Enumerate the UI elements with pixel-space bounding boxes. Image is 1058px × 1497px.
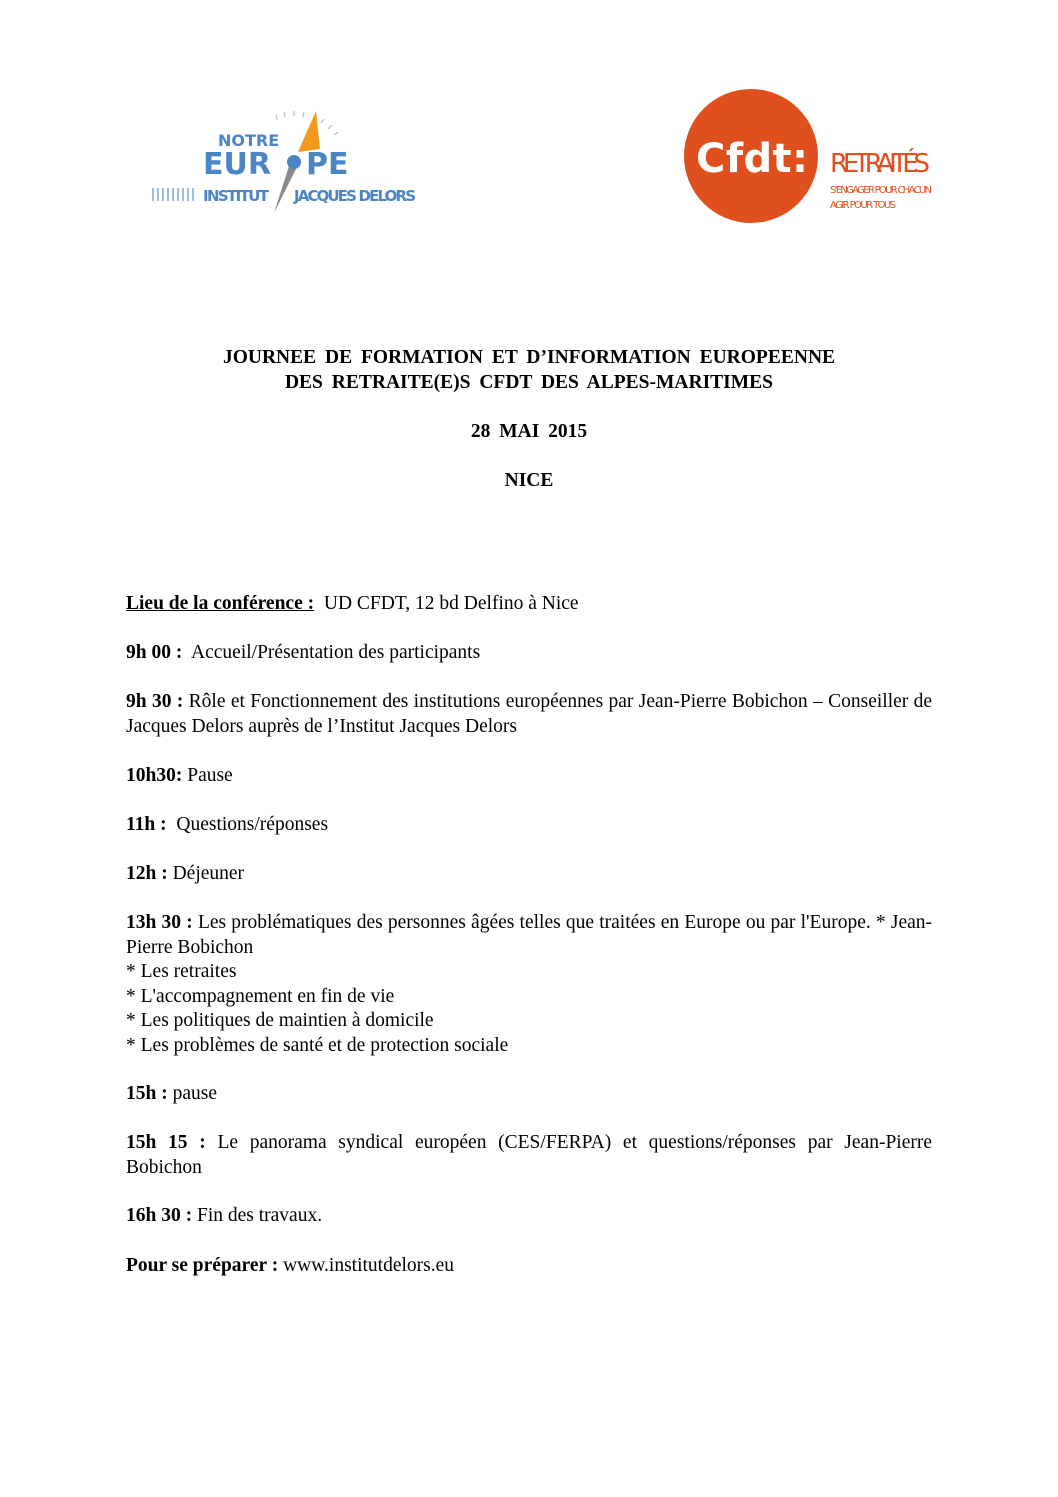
program-item	[126, 1082, 932, 1107]
program-item	[126, 911, 932, 1058]
bullet-item: * Les politiques de maintien à domicile	[126, 1010, 434, 1031]
item-time: 9h 00 :	[126, 642, 183, 663]
program-item	[126, 690, 932, 739]
prepare-line	[126, 1254, 932, 1279]
program-item	[126, 641, 932, 666]
item-text: Déjeuner	[172, 863, 245, 884]
item-time: 13h 30 :	[126, 912, 193, 933]
svg-text:JACQUES DELORS: JACQUES DELORS	[294, 187, 416, 205]
program-item	[126, 1204, 932, 1229]
svg-text:EUR: EUR	[203, 147, 271, 182]
program-item	[126, 1131, 932, 1180]
bullet-item: * Les problèmes de santé et de protection sociale	[126, 1034, 509, 1056]
svg-text:PE: PE	[306, 147, 349, 182]
item-text: Pause	[187, 765, 233, 786]
item-text: Accueil/Présentation des participants	[191, 642, 481, 663]
bullet-item: * L'accompagnement en fin de vie	[126, 985, 395, 1007]
notre-europe-logo	[148, 105, 423, 220]
item-text: Questions/réponses	[176, 814, 329, 835]
item-text: Les problématiques des personnes âgées telles que traitées en Europe ou par l'Europe. * Jean-Pierre Bobichon	[126, 912, 933, 958]
event-city: NICE	[504, 470, 554, 491]
item-time: 12h :	[126, 863, 168, 884]
item-time: 11h :	[126, 814, 167, 835]
title-line-1: JOURNEE DE FORMATION ET D’INFORMATION EUROPEENNE	[222, 347, 836, 368]
program-item	[126, 862, 932, 887]
svg-text:INSTITUT: INSTITUT	[203, 187, 269, 205]
item-time: 15h :	[126, 1083, 168, 1104]
item-text: Le panorama syndical européen (CES/FERPA) et questions/réponses par Jean-Pierre Bobichon	[126, 1132, 932, 1178]
event-date: 28 MAI 2015	[470, 421, 588, 442]
item-text: pause	[172, 1083, 217, 1104]
title-line-2: DES RETRAITE(E)S CFDT DES ALPES-MARITIMES	[284, 372, 774, 393]
item-text: Rôle et Fonctionnement des institutions européennes par Jean-Pierre Bobichon – Conseiller de Jacques Delors auprès de l’Institut Jacques Delors	[126, 691, 933, 737]
prepare-link[interactable]: www.institutdelors.eu	[283, 1255, 455, 1276]
cfdt-retraites-logo	[684, 88, 939, 226]
program-item	[126, 813, 932, 838]
venue-line	[126, 592, 932, 617]
svg-text:AGIR POUR TOUS: AGIR POUR TOUS	[830, 200, 896, 211]
item-time: 9h 30 :	[126, 691, 184, 712]
bullet-item: * Les retraites	[126, 961, 237, 982]
svg-text:S'ENGAGER POUR CHACUN: S'ENGAGER POUR CHACUN	[830, 185, 932, 196]
item-time: 10h30:	[126, 765, 183, 786]
item-time: 15h 15 :	[126, 1132, 206, 1153]
venue-label: Lieu de la conférence :	[126, 593, 315, 614]
item-text: Fin des travaux.	[196, 1205, 323, 1226]
svg-text:Cfdt:: Cfdt:	[696, 136, 808, 182]
program-item	[126, 764, 932, 789]
venue: UD CFDT, 12 bd Delfino à Nice	[323, 593, 579, 614]
svg-text:NOTRE: NOTRE	[218, 131, 280, 150]
prepare-label: Pour se préparer :	[126, 1255, 279, 1276]
item-time: 16h 30 :	[126, 1205, 193, 1226]
svg-text:RETRAITÉS: RETRAITÉS	[830, 149, 930, 179]
